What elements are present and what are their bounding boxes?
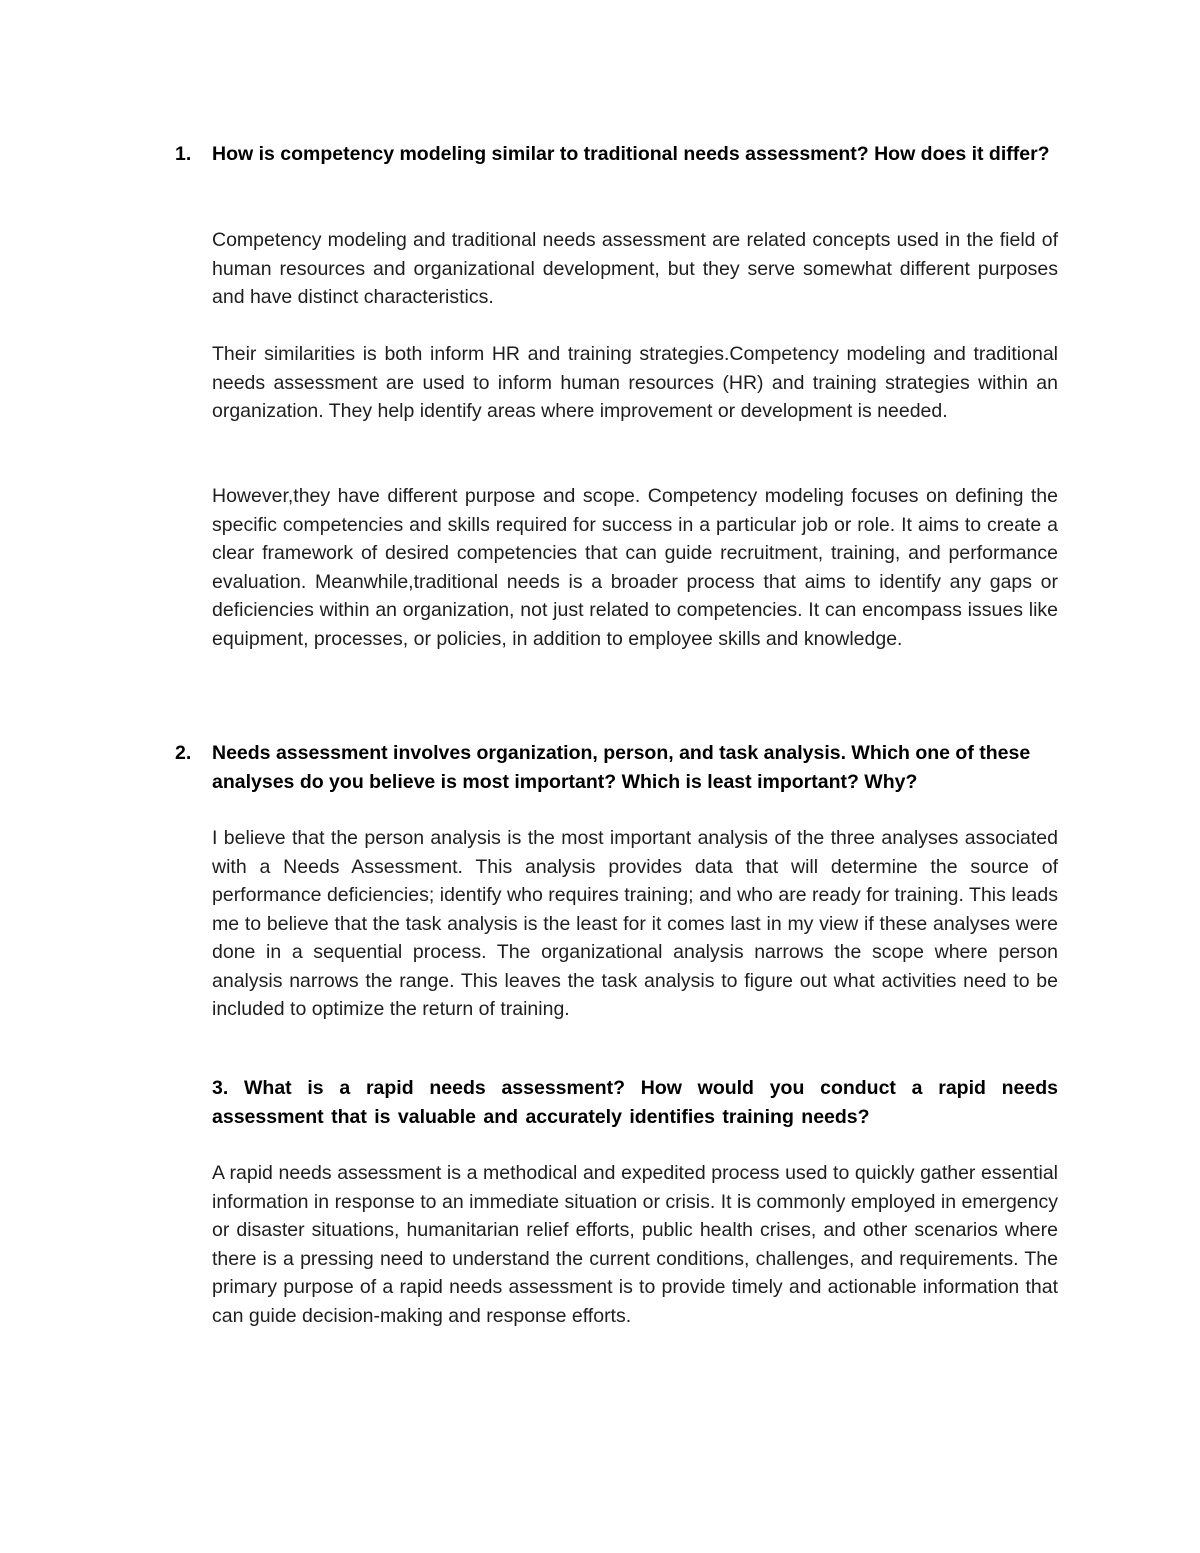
question-3-text: What is a rapid needs assessment? How would you conduct a rapid needs assessment that is valuable and accurately identifies training needs?: [212, 1077, 1058, 1128]
question-2-number: 2.: [175, 742, 192, 764]
answer-1-paragraph-2: Their similarities is both inform HR and training strategies.Competency modeling and traditional needs assessment are used to inform human resources (HR) and training strategies within an organization. They help identify areas where improvement or development is needed.: [212, 343, 1058, 422]
question-1-text: How is competency modeling similar to traditional needs assessment? How does it differ?: [212, 143, 1050, 165]
question-2-heading: [175, 739, 1059, 796]
question-3-heading: [212, 1074, 1058, 1131]
question-1-heading: [175, 140, 1059, 169]
question-3-number: 3.: [212, 1077, 229, 1099]
answer-1-paragraph-1: Competency modeling and traditional needs assessment are related concepts used in the field of human resources and organizational development, but they serve somewhat different purposes and have distinct characteristics.: [212, 229, 1058, 308]
answer-1-paragraph-3: However,they have different purpose and scope. Competency modeling focuses on defining the specific competencies and skills required for success in a particular job or role. It aims to create a clear framework of desired competencies that can guide recruitment, training, and performance evaluation. Meanwhile,traditional needs is a broader process that aims to identify any gaps or deficiencies within an organization, not just related to competencies. It can encompass issues like equipment, processes, or policies, in addition to employee skills and knowledge.: [212, 485, 1058, 650]
answer-3-paragraph-1: A rapid needs assessment is a methodical and expedited process used to quickly gather essential information in response to an immediate situation or crisis. It is commonly employed in emergency or disaster situations, humanitarian relief efforts, public health crises, and other scenarios where there is a pressing need to understand the current conditions, challenges, and requirements. The primary purpose of a rapid needs assessment is to provide timely and actionable information that can guide decision-making and response efforts.: [212, 1162, 1058, 1327]
question-2-text: Needs assessment involves organization, person, and task analysis. Which one of these analyses do you believe is most important? Which is least important? Why?: [212, 742, 1031, 793]
answer-2-paragraph-1: I believe that the person analysis is the most important analysis of the three analyses associated with a Needs Assessment. This analysis provides data that will determine the source of performance deficiencies; identify who requires training; and who are ready for training. This leads me to believe that the task analysis is the least for it comes last in my view if these analyses were done in a sequential process. The organizational analysis narrows the scope where person analysis narrows the range. This leaves the task analysis to figure out what activities need to be included to optimize the return of training.: [212, 827, 1058, 1020]
question-1-number: 1.: [175, 143, 192, 165]
